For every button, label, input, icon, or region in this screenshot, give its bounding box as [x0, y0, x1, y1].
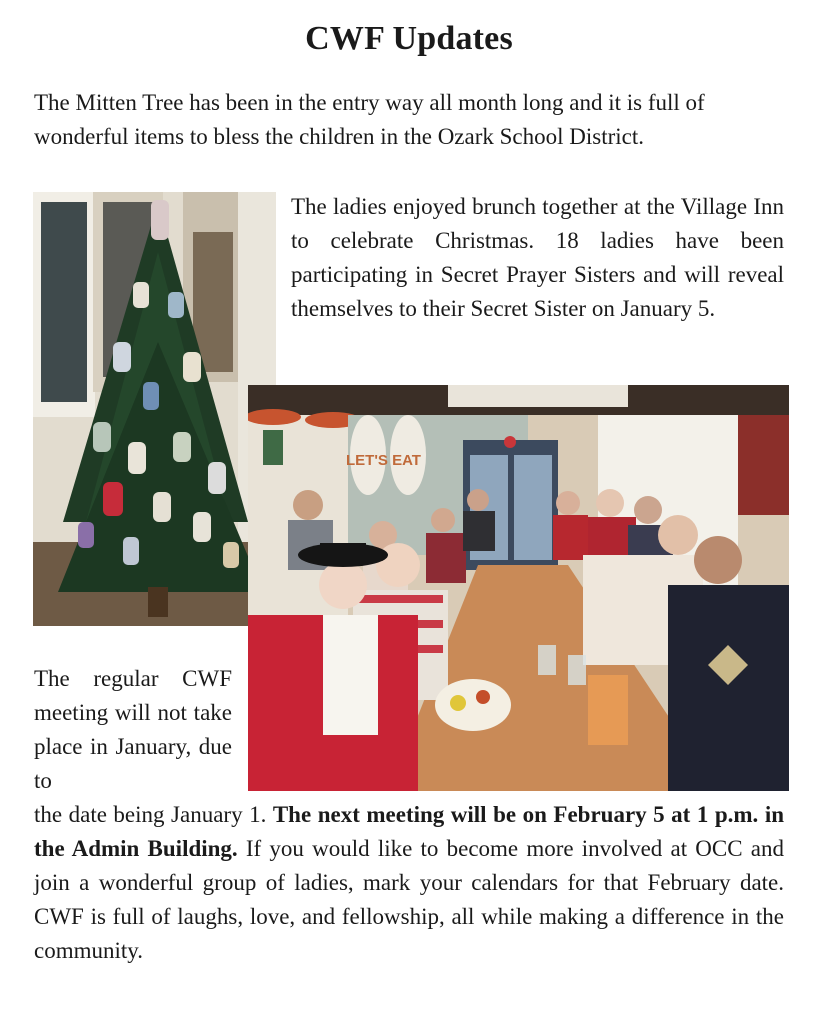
brunch-paragraph: The ladies enjoyed brunch together at the Village Inn to celebrate Christmas. 18 ladies have been participating in Secret Prayer Sisters and will reveal themselves to their Secret Sister on January 5.: [291, 194, 784, 321]
page-title: CWF Updates: [305, 20, 513, 57]
mitten-tree-photo: [33, 192, 276, 626]
brunch-group-photo: [248, 385, 789, 791]
mitten-tree-paragraph: The Mitten Tree has been in the entry way all month long and it is full of wonderful items to bless the children in the Ozark School District.: [34, 90, 705, 149]
meeting-text-rest: If you would like to become more involved at OCC and join a wonderful group of ladies, mark your calendars for that February date. CWF is full of laughs, love, and fellowship, all while making a difference in the community.: [34, 836, 784, 963]
next-meeting-notice: The next meeting will be on February 5 at 1 p.m. in the Admin Building.: [34, 802, 784, 861]
meeting-paragraph-lead: The regular CWF meeting will not take place in January, due to: [34, 666, 232, 793]
meeting-paragraph: [34, 798, 784, 968]
restaurant-sign: LET'S EAT: [346, 452, 421, 469]
meeting-text-continued: the date being January 1.: [34, 802, 273, 827]
